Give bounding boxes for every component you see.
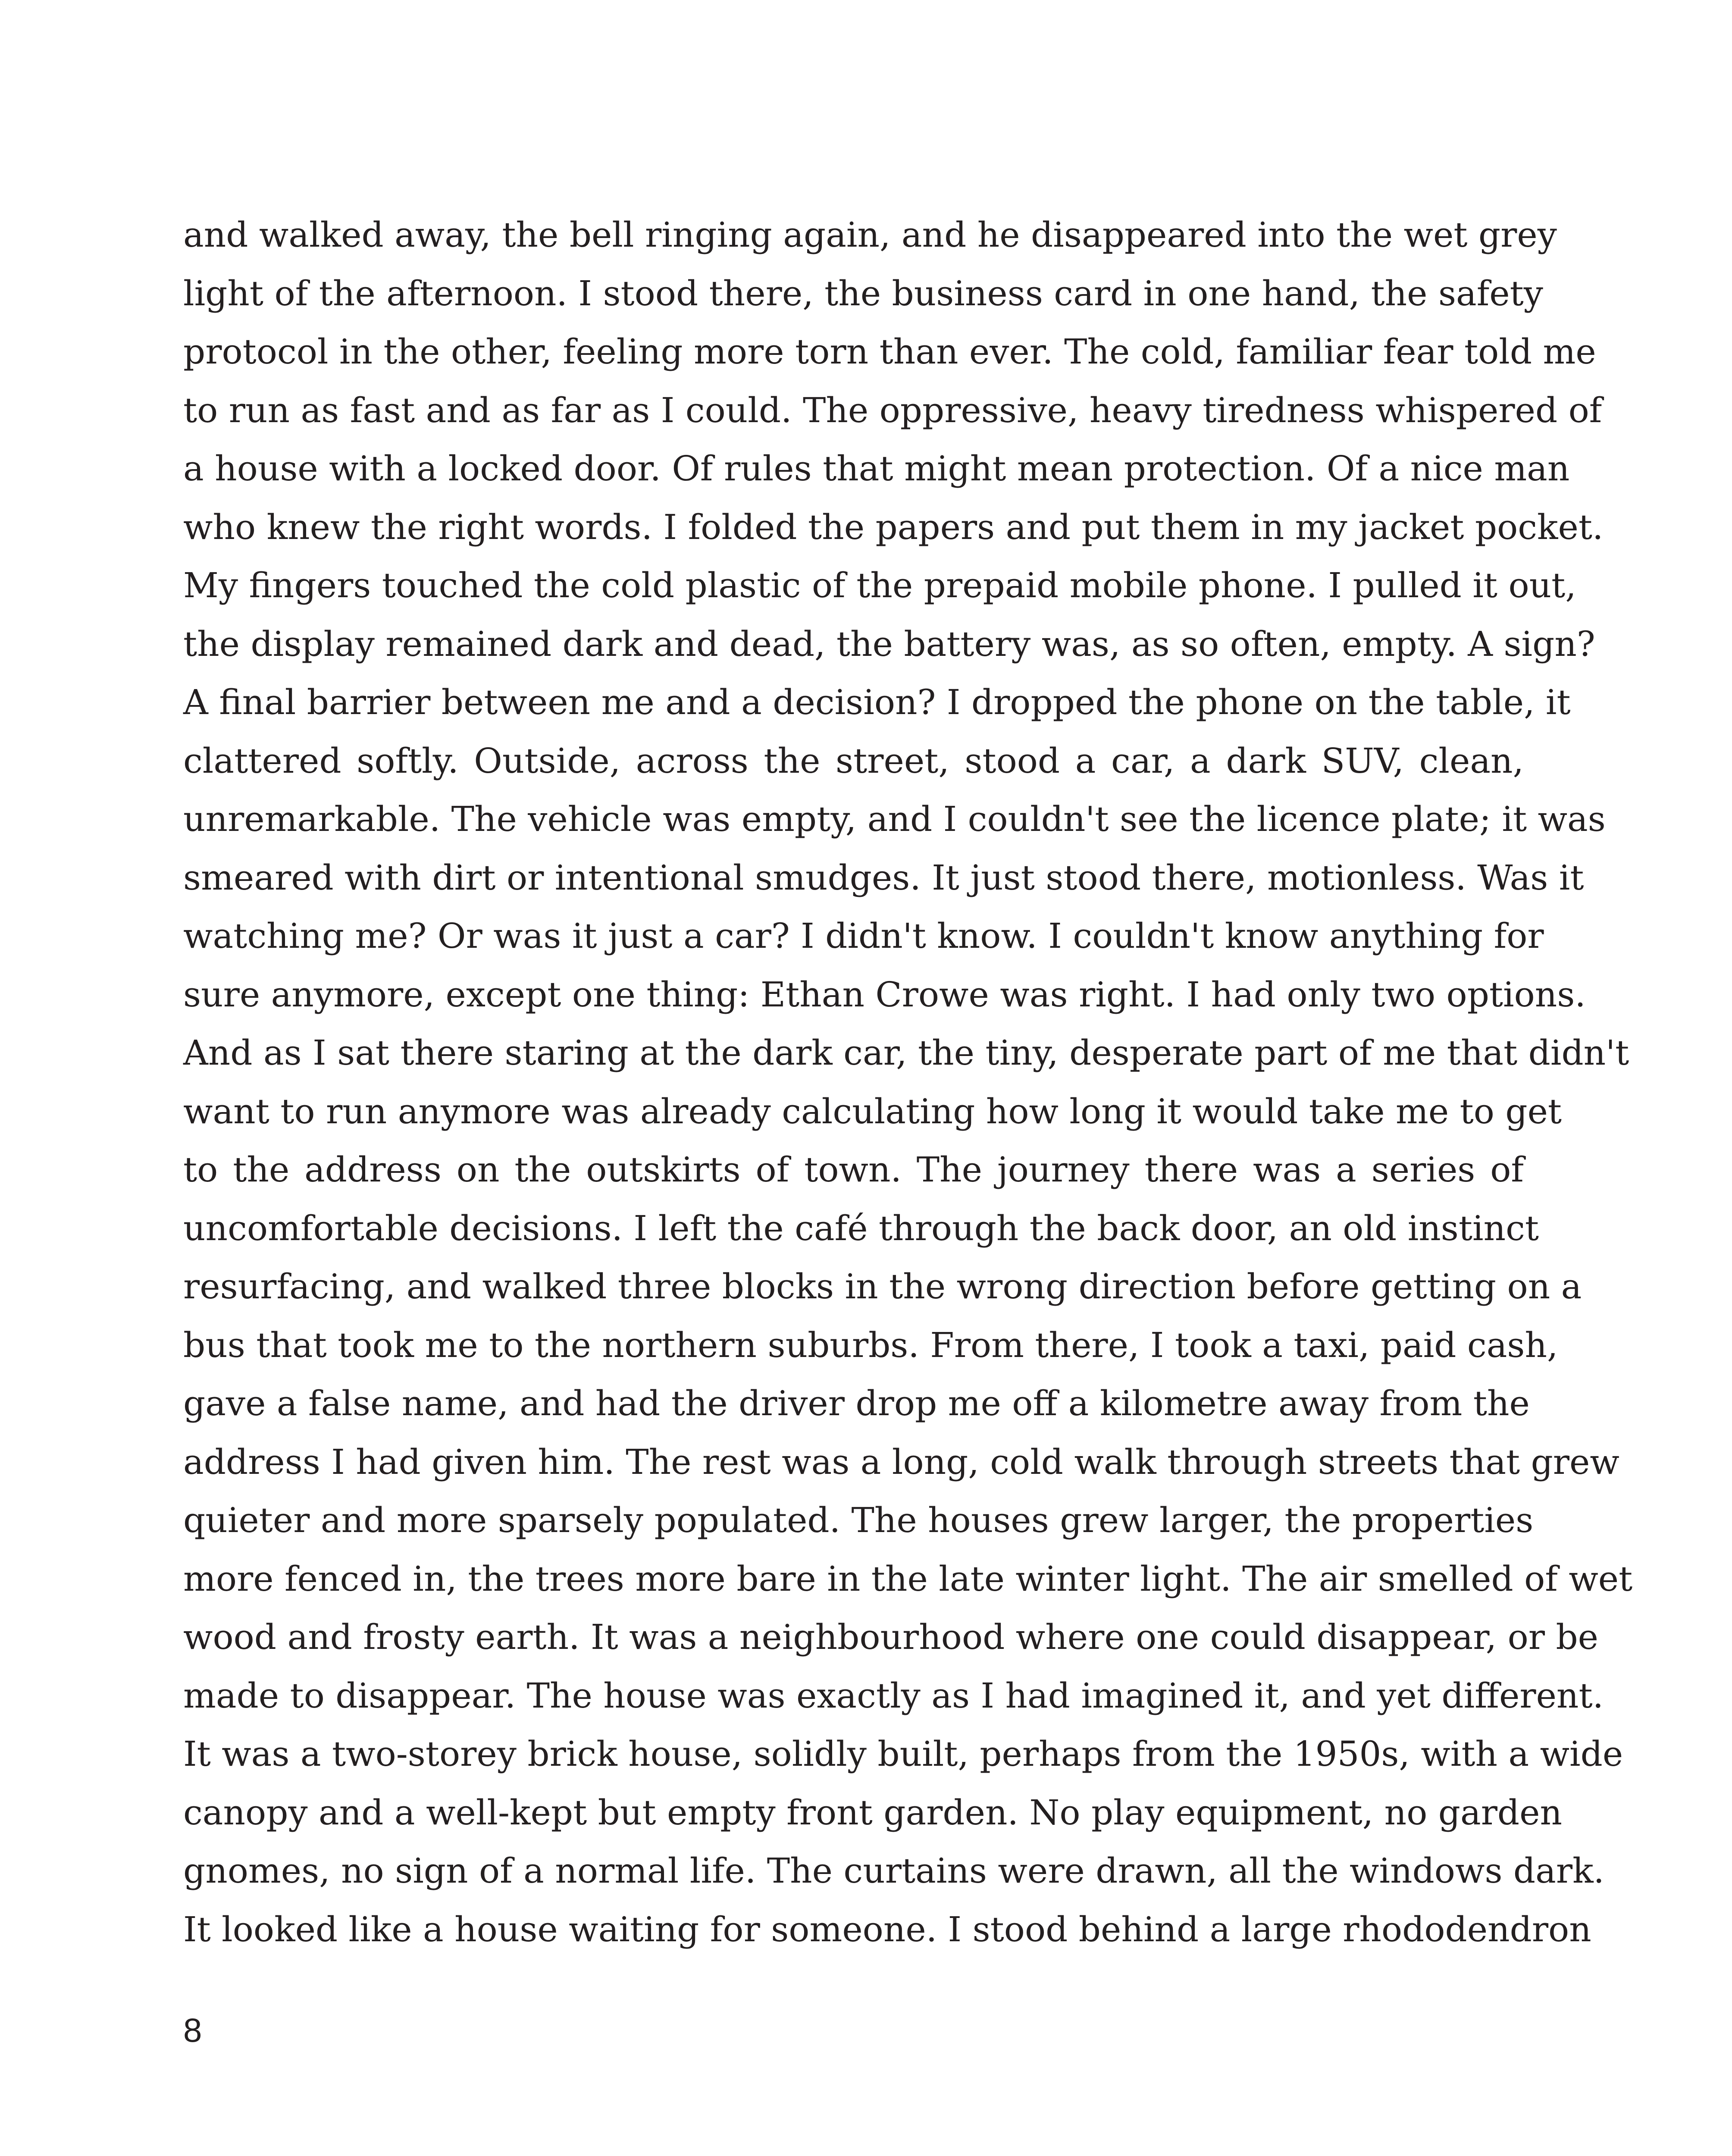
text-line: a house with a locked door. Of rules that might mean protection. Of a nice man (183, 448, 1570, 489)
text-line: My fingers touched the cold plastic of the prepaid mobile phone. I pulled it out, (183, 565, 1576, 605)
text-line: It looked like a house waiting for someone. I stood behind a large rhododendron (183, 1909, 1591, 1949)
text-line: wood and frosty earth. It was a neighbourhood where one could disappear, or be (183, 1617, 1598, 1657)
text-line: canopy and a well-kept but empty front garden. No play equipment, no garden (183, 1792, 1563, 1833)
text-line: and walked away, the bell ringing again, and he disappeared into the wet grey (183, 215, 1557, 255)
text-line: quieter and more sparsely populated. The houses grew larger, the properties (183, 1500, 1534, 1540)
text-line: resurfacing, and walked three blocks in the wrong direction before getting on a (183, 1266, 1582, 1307)
text-line: gave a false name, and had the driver drop me off a kilometre away from the (183, 1383, 1530, 1423)
text-line: unremarkable. The vehicle was empty, and I couldn't see the licence plate; it was (183, 799, 1606, 839)
text-line: protocol in the other, feeling more torn than ever. The cold, familiar fear told me (183, 332, 1596, 372)
text-line: uncomfortable decisions. I left the café through the back door, an old instinct (183, 1208, 1539, 1248)
text-line: And as I sat there staring at the dark car, the tiny, desperate part of me that didn't (183, 1033, 1629, 1073)
body-text (183, 206, 1633, 1959)
text-line: watching me? Or was it just a car? I didn't know. I couldn't know anything for (183, 916, 1544, 956)
text-line: sure anymore, except one thing: Ethan Crowe was right. I had only two options. (183, 974, 1586, 1015)
text-line: more fenced in, the trees more bare in the late winter light. The air smelled of wet (183, 1558, 1633, 1599)
text-line: It was a two-storey brick house, solidly built, perhaps from the 1950s, with a wide (183, 1734, 1623, 1774)
text-line: address I had given him. The rest was a long, cold walk through streets that grew (183, 1442, 1619, 1482)
text-line: light of the afternoon. I stood there, the business card in one hand, the safety (183, 273, 1543, 313)
text-line: gnomes, no sign of a normal life. The curtains were drawn, all the windows dark. (183, 1851, 1604, 1891)
text-line: to the address on the outskirts of town. The journey there was a series of (183, 1150, 1524, 1190)
text-line: made to disappear. The house was exactly as I had imagined it, and yet different. (183, 1675, 1604, 1716)
text-line: to run as fast and as far as I could. The oppressive, heavy tiredness whispered of (183, 390, 1602, 430)
text-line: clattered softly. Outside, across the street, stood a car, a dark SUV, clean, (183, 740, 1524, 781)
page-number: 8 (183, 2011, 202, 2049)
text-line: the display remained dark and dead, the battery was, as so often, empty. A sign? (183, 624, 1595, 664)
text-line: bus that took me to the northern suburbs. From there, I took a taxi, paid cash, (183, 1325, 1558, 1365)
text-line: who knew the right words. I folded the papers and put them in my jacket pocket. (183, 507, 1604, 547)
text-line: want to run anymore was already calculating how long it would take me to get (183, 1091, 1562, 1131)
text-line: smeared with dirt or intentional smudges. It just stood there, motionless. Was it (183, 857, 1584, 898)
text-line: A final barrier between me and a decision? I dropped the phone on the table, it (183, 682, 1571, 722)
